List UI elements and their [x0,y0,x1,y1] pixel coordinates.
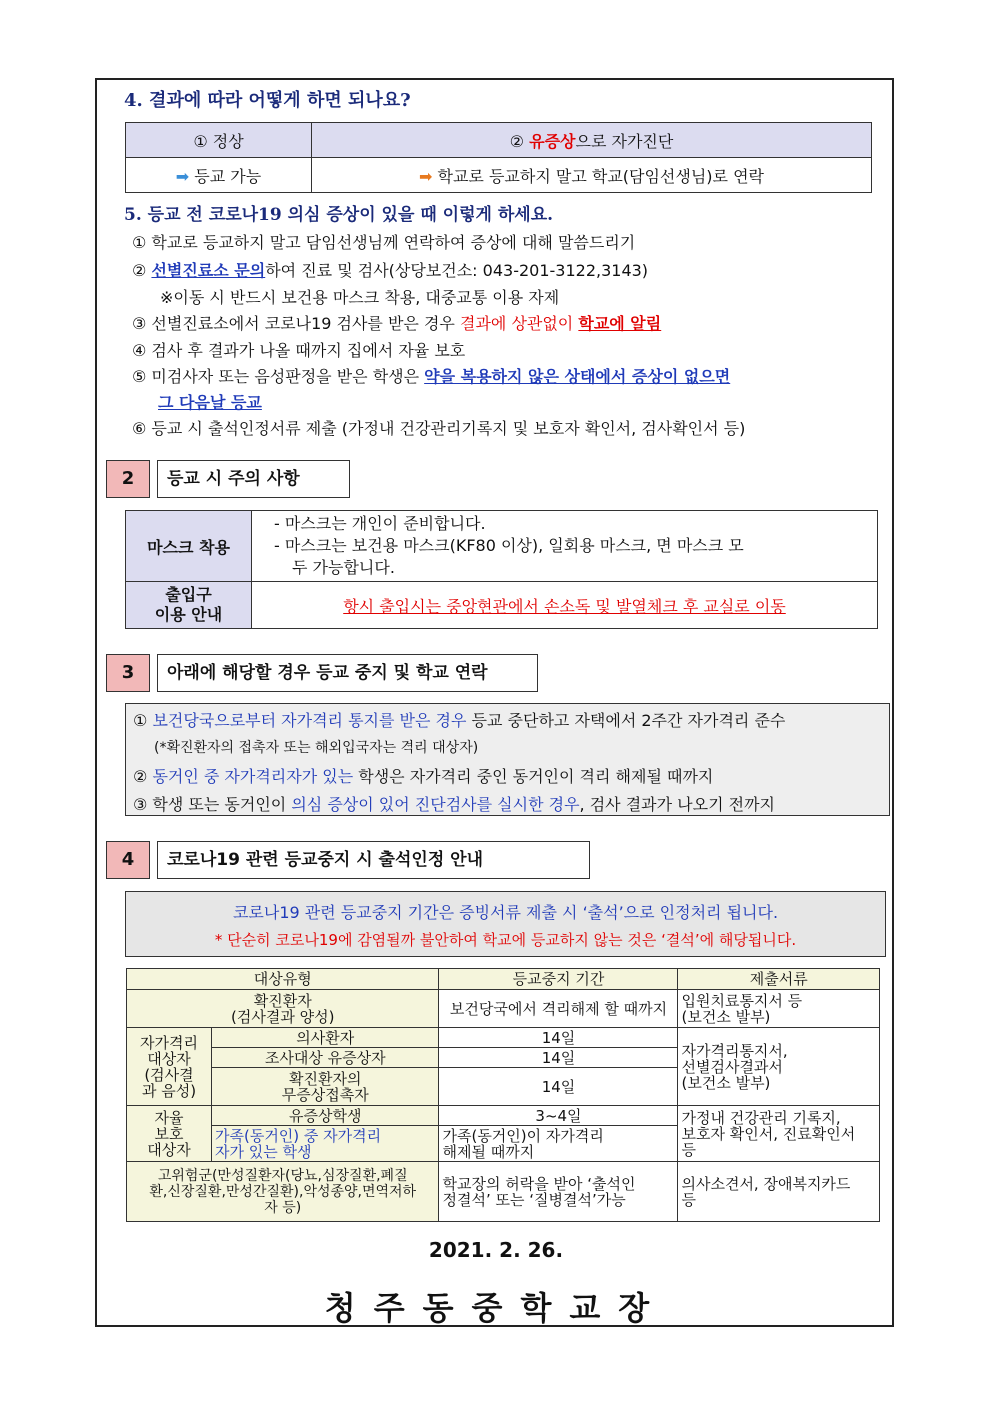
section-3-title: 아래에 해당할 경우 등교 중지 및 학교 연락 [157,654,538,692]
quarantine-docs: 자가격리통지서, 선별검사결과서 (보건소 발부) [678,1028,880,1106]
notice-table [125,510,878,629]
q5-item-1: ① 학교로 등교하지 말고 담임선생님께 연락하여 증상에 대해 말씀드리기 [132,233,636,252]
q5-item-6: ⑥ 등교 시 출석인정서류 제출 (가정내 건강관리기록지 및 보호자 확인서, 검사확인서 등) [132,419,746,438]
notice-line-1: 코로나19 관련 등교중지 기간은 증빙서류 제출 시 ‘출석’으로 인정처리 됩니다. [232,903,779,922]
mask-text: - 마스크는 개인이 준비합니다. - 마스크는 보건용 마스크(KF80 이상), 일회용 마스크, 면 마스크 모 두 가능합니다. [252,511,878,582]
self-docs: 가정내 건강관리 기록지, 보호자 확인서, 진료확인서 등 [678,1106,880,1162]
notice-line-2: * 단순히 코로나19에 감염될까 불안하여 학교에 등교하지 않는 것은 ‘결석’에 해당됩니다. [214,931,797,949]
attendance-notice-box [125,891,886,957]
section-4-title: 코로나19 관련 등교중지 시 출석인정 안내 [157,841,590,879]
q5-title: 5. 등교 전 코로나19 의심 증상이 있을 때 이렇게 하세요. [124,205,554,225]
high-risk-period: 학교장의 허락을 받아 ‘출석인 정결석’ 또는 ‘질병결석’가능 [439,1162,678,1222]
confirmed-period: 보건당국에서 격리해제 할 때까지 [439,990,678,1028]
arrow-right-icon: ➡ [175,166,190,186]
attendance-table [126,968,880,1222]
th-docs: 제출서류 [678,969,880,990]
confirmed-docs: 입원치료통지서 등 (보건소 발부) [678,990,880,1028]
row-confirmed: 확진환자 (검사결과 양성) [127,990,439,1028]
document-date: 2021. 2. 26. [428,1238,564,1262]
arrow-right-icon: ➡ [419,166,433,186]
section-2-number: 2 [106,460,150,498]
q5-item-5: ⑤ 미검사자 또는 음성판정을 받은 학생은 약을 복용하지 않은 상태에서 증상이 없으면 [132,367,731,386]
th-type: 대상유형 [127,969,439,990]
q5-item-3: ③ 선별진료소에서 코로나19 검사를 받은 경우 결과에 상관없이 학교에 알림 [132,314,662,333]
quarantine-symptomatic-period: 14일 [439,1048,678,1068]
condition-1: ① 보건당국으로부터 자가격리 통지를 받은 경우 등교 중단하고 자택에서 2주간 자가격리 준수 [133,711,786,730]
self-family: 가족(동거인) 중 자가격리 자가 있는 학생 [212,1126,439,1162]
condition-3: ③ 학생 또는 동거인이 의심 증상이 있어 진단검사를 실시한 경우, 검사 결과가 나오기 전까지 [133,795,775,814]
quarantine-symptomatic: 조사대상 유증상자 [212,1048,439,1068]
q5-item-5-cont: 그 다음날 등교 [158,393,262,412]
q5-note: ※이동 시 반드시 보건용 마스크 착용, 대중교통 이용 자제 [160,288,560,307]
q5-item-4: ④ 검사 후 결과가 나올 때까지 집에서 자율 보호 [132,341,466,360]
high-risk-group: 고위험군(만성질환자(당뇨,심장질환,폐질 환,신장질환,만성간질환),악성종양,면역저하 자 등) [127,1162,439,1222]
symptom-action: ➡ 학교로 등교하지 말고 학교(담임선생님)로 연락 [312,158,872,193]
entry-label: 출입구 이용 안내 [126,582,252,629]
high-risk-docs: 의사소견서, 장애복지카드 등 [678,1162,880,1222]
quarantine-suspect-period: 14일 [439,1028,678,1048]
self-family-period: 가족(동거인)이 자가격리 해제될 때까지 [439,1126,678,1162]
quarantine-contact: 확진환자의 무증상접촉자 [212,1068,439,1106]
normal-action: ➡ 등교 가능 [126,158,312,193]
result-table [125,122,872,193]
stop-conditions-box [125,703,890,816]
normal-header: ① 정상 [126,123,312,158]
school-principal: 청주동중학교장 [324,1289,668,1327]
condition-2: ② 동거인 중 자가격리자가 있는 학생은 자가격리 중인 동거인이 격리 해제될 때까지 [133,767,714,786]
quarantine-group: 자가격리 대상자 (검사결 과 음성) [127,1028,212,1106]
section-4-number: 4 [106,841,150,879]
q5-item-2: ② 선별진료소 문의하여 진료 및 검사(상당보건소: 043-201-3122,3143) [132,261,649,280]
entry-text: 항시 출입시는 중앙현관에서 손소독 및 발열체크 후 교실로 이동 [252,582,878,629]
mask-label: 마스크 착용 [126,511,252,582]
section-2-title: 등교 시 주의 사항 [157,460,350,498]
th-period: 등교중지 기간 [439,969,678,990]
quarantine-contact-period: 14일 [439,1068,678,1106]
self-symptomatic-period: 3~4일 [439,1106,678,1126]
self-symptomatic: 유증상학생 [212,1106,439,1126]
quarantine-suspect: 의사환자 [212,1028,439,1048]
condition-1-note: (*확진환자의 접촉자 또는 해외입국자는 격리 대상자) [154,740,479,756]
symptom-header: ② 유증상으로 자가진단 [312,123,872,158]
section-3-number: 3 [106,654,150,692]
q4-title: 4. 결과에 따라 어떻게 하면 되나요? [124,90,411,111]
self-protect-group: 자율 보호 대상자 [127,1106,212,1162]
